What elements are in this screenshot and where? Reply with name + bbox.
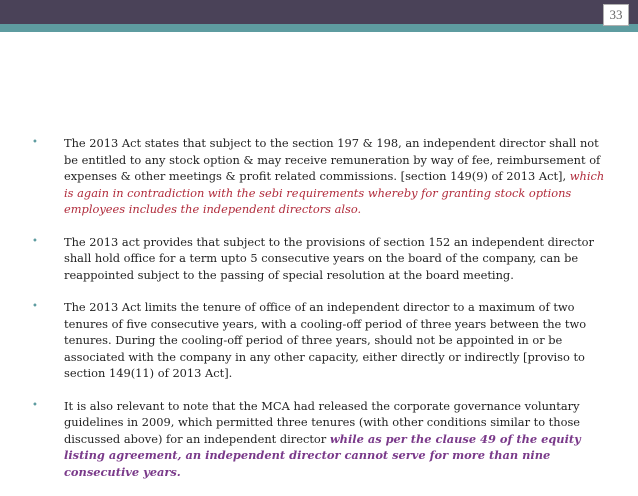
bullet-item-mca-guidelines xyxy=(32,398,610,481)
bullet-item-term xyxy=(32,234,610,284)
header-band xyxy=(0,0,638,24)
bullet-text: The 2013 Act states that subject to the section 197 & 198, an independent director shall not be entitled to any stock option & may receive remuneration by way of fee, reimbursement of expenses & other meetings & profit related commissions. [section 149(9) of 2013 Act], xyxy=(64,136,601,183)
bullet-text: The 2013 act provides that subject to the provisions of section 152 an independent director shall hold office for a term upto 5 consecutive years on the board of the company, can be reappointed subject to the passing of special resolution at the board meeting. xyxy=(64,234,594,282)
bullet-highlight-sebi: which is again in contradiction with the sebi requirements whereby for granting stock options employees includes the independent directors also. xyxy=(64,169,605,216)
bullet-item-tenure-limit xyxy=(32,299,610,382)
bullet-text: It is also relevant to note that the MCA had released the corporate governance voluntary guidelines in 2009, which permitted three tenures (with other conditions similar to those discussed above) for an independent director xyxy=(64,398,581,446)
page-number: 33 xyxy=(603,4,629,26)
bullet-highlight-clause49: while as per the clause 49 of the equity listing agreement, an independent director cannot serve for more than nine consecutive years. xyxy=(64,431,581,479)
bullet-list xyxy=(32,135,610,496)
bullet-item-stock-option xyxy=(32,135,610,218)
header-accent-band xyxy=(0,24,638,32)
bullet-text: The 2013 Act limits the tenure of office of an independent director to a maximum of two tenures of five consecutive years, with a cooling-off period of three years between the two tenures. During the cooling-off period of three years, should not be appointed in or be associated with the company in any other capacity, either directly or indirectly [proviso to section 149(11) of 2013 Act]. xyxy=(64,300,587,380)
